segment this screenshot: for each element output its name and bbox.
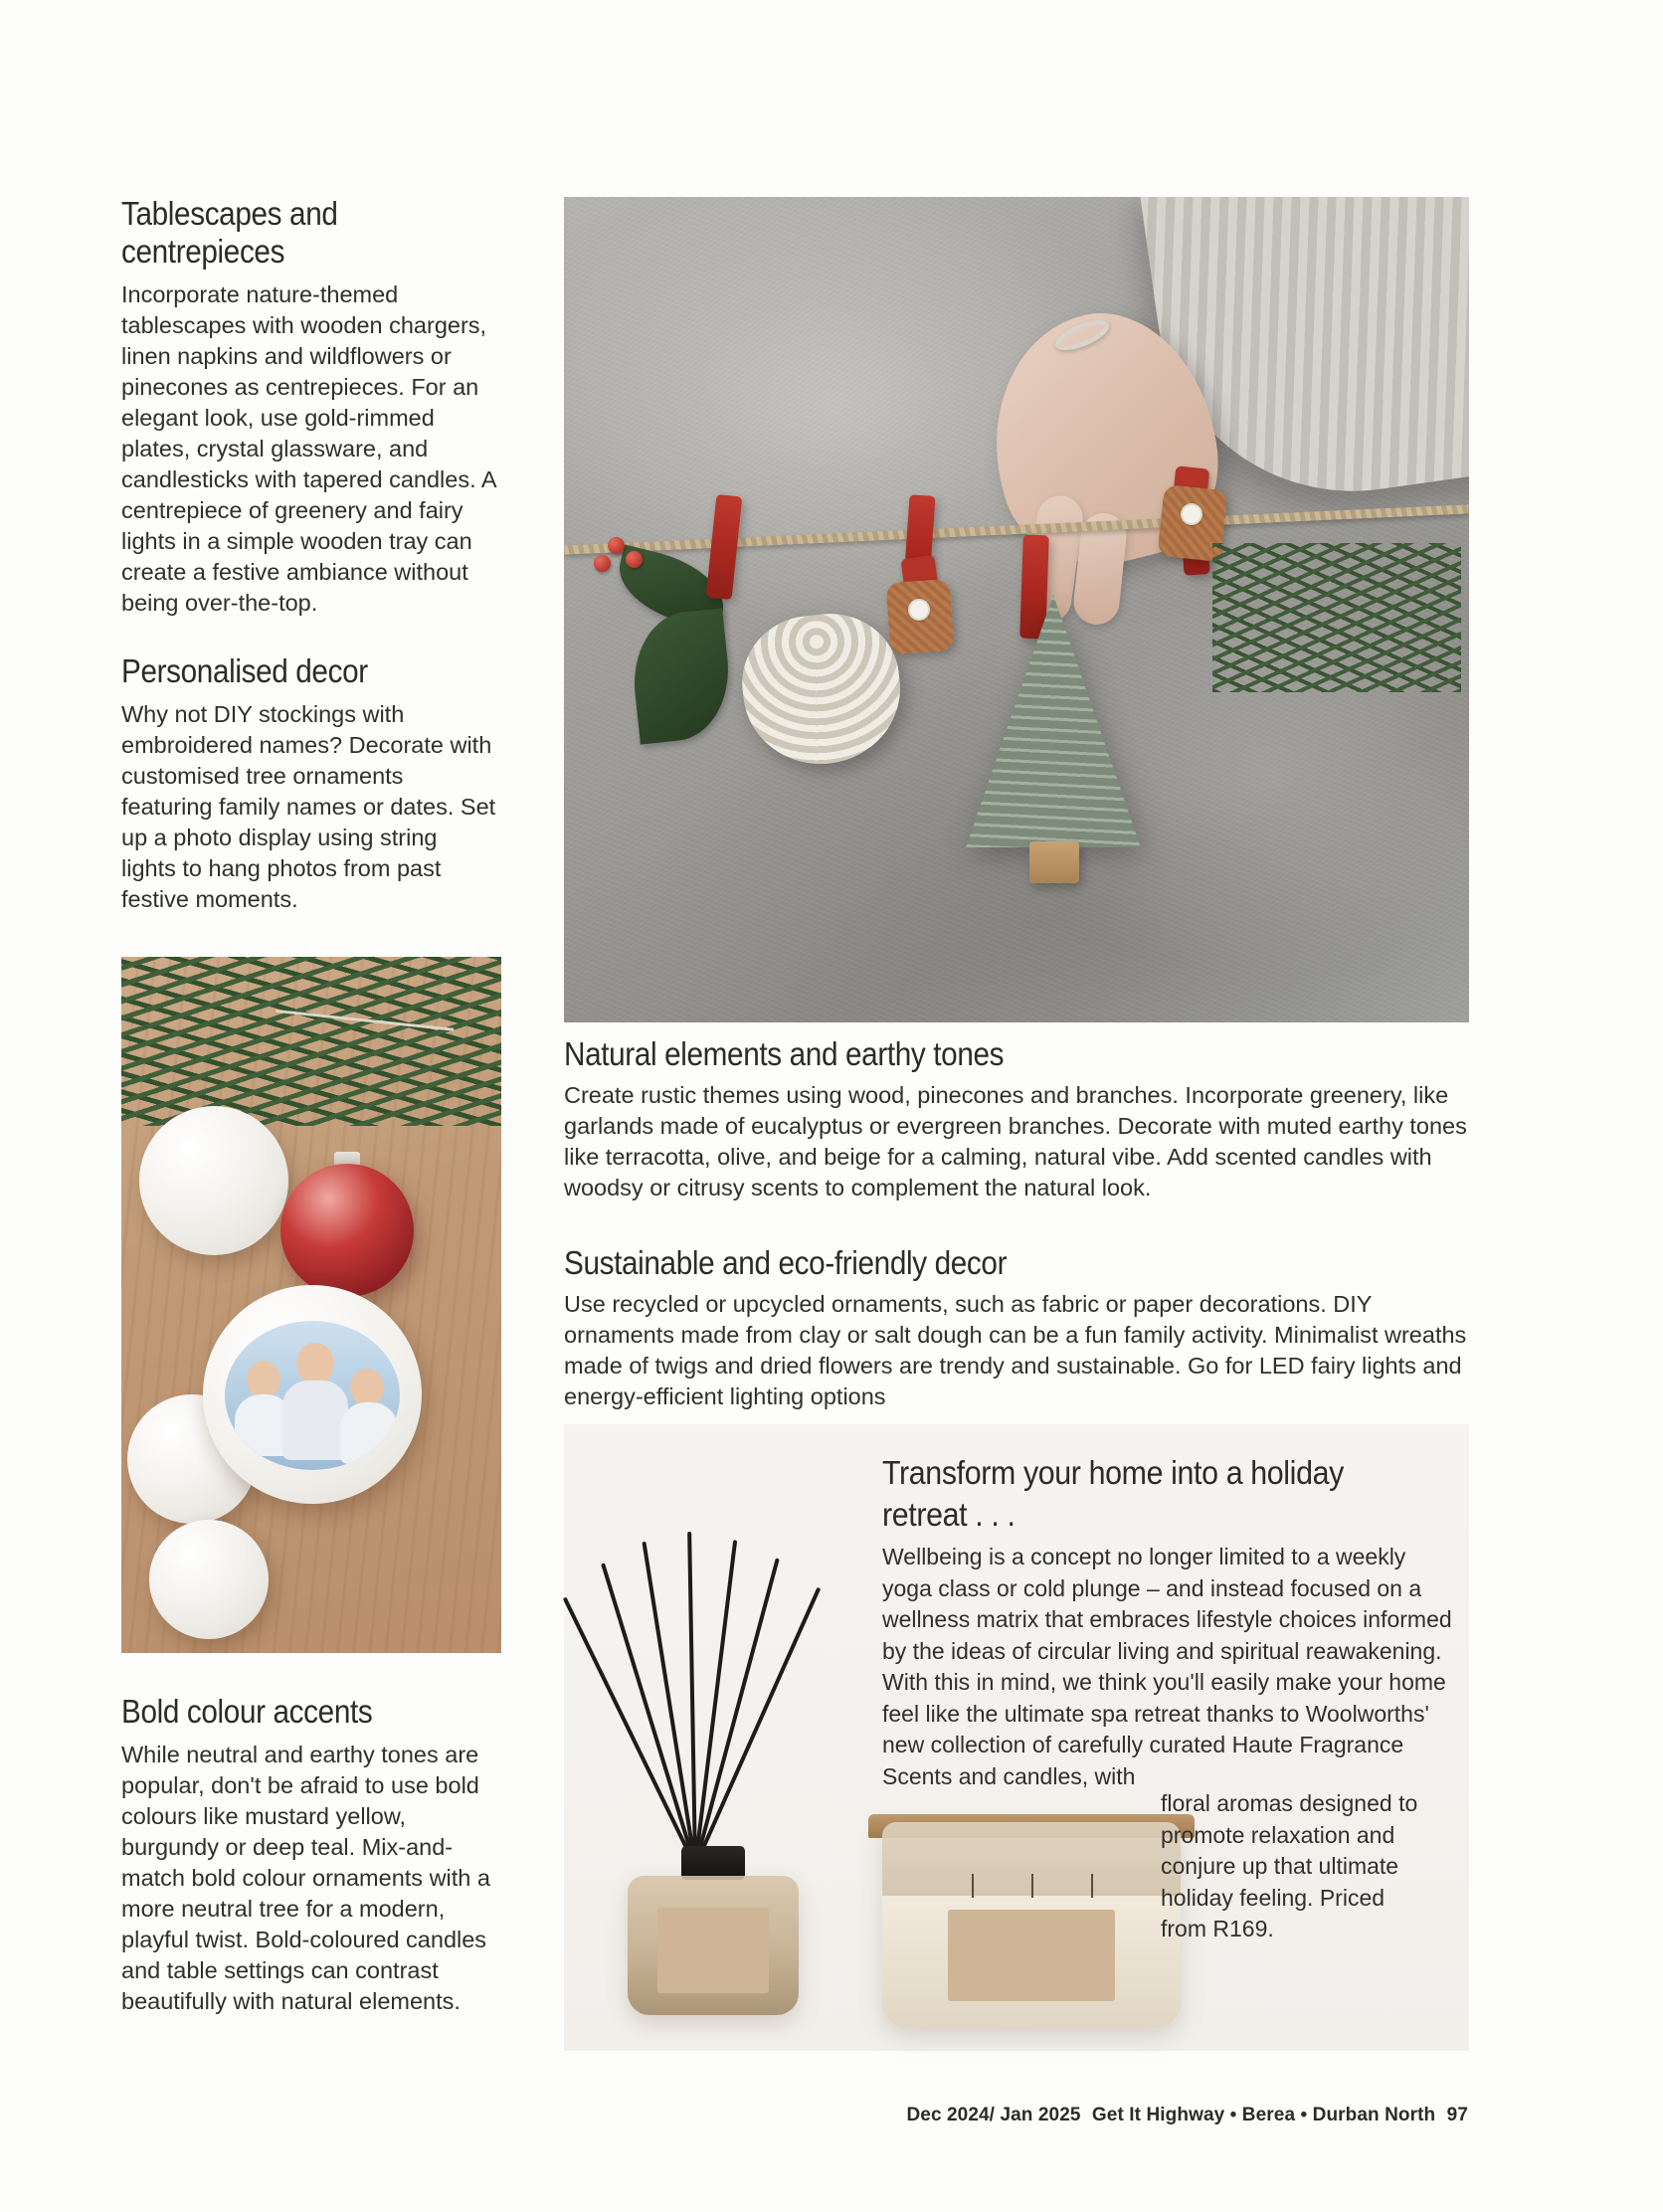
diffuser-reed (693, 1558, 780, 1866)
feature-box-holiday-retreat (564, 1424, 1469, 2051)
feature-body-main: Wellbeing is a concept no longer limited to a weekly yoga class or cold plunge – and instead focused on a wellness matrix that embraces lifestyle choices informed by the ideas of circular living and spiritual reawakening. With this in mind, we think you'll easily make your home feel like the ultimate spa retreat thanks to Woolworths' new collection of carefully curated Haute Fragrance Scents and candles, with (882, 1544, 1452, 1789)
diffuser-label (657, 1908, 769, 1993)
child-head (350, 1369, 384, 1406)
footer-publication: Get It Highway • Berea • Durban North (1091, 2105, 1436, 2125)
holly-berry (594, 555, 611, 572)
white-bauble (149, 1520, 269, 1639)
footer-page-number: 97 (1446, 2105, 1468, 2125)
ornament-button (908, 599, 930, 621)
diffuser-jar (628, 1876, 799, 2015)
feature-heading: Transform your home into a holiday retreat . . . (882, 1454, 1344, 1533)
tablescapes-heading: Tablescapes and centrepieces (121, 195, 338, 270)
candle-wick (1091, 1874, 1093, 1898)
candle-label (948, 1910, 1115, 2001)
christmas-garland-twine-photo (564, 197, 1469, 1022)
feature-text-block (882, 1452, 1459, 1792)
section-bold-colour-accents (121, 1693, 497, 2017)
white-bauble (139, 1106, 288, 1255)
sustainable-body: Use recycled or upcycled ornaments, such as fabric or paper decorations. DIY ornaments made from clay or salt dough can be a fun family activity. Minimalist wreaths made of twigs and dried flowers are trendy and sustainable. Go for LED fairy lights and energy-efficient lighting options (564, 1291, 1467, 1409)
baubles-photo-ornament-photo (121, 957, 501, 1653)
reed-diffuser-photo (564, 1424, 862, 2051)
diffuser-neck (681, 1846, 745, 1880)
photo-ornament (203, 1285, 422, 1504)
fir-sprig (1212, 543, 1461, 692)
red-bauble (280, 1164, 414, 1297)
adult-head (296, 1343, 334, 1384)
diffuser-reed (601, 1563, 697, 1866)
section-personalised-decor (121, 652, 497, 915)
holly-berry (626, 551, 643, 568)
diffuser-reed (563, 1596, 697, 1866)
bold-colour-heading: Bold colour accents (121, 1693, 373, 1730)
family-photo (225, 1321, 400, 1470)
personalised-decor-heading: Personalised decor (121, 652, 368, 689)
section-sustainable-decor (564, 1243, 1469, 1412)
sustainable-heading: Sustainable and eco-friendly decor (564, 1244, 1008, 1281)
bold-colour-body: While neutral and earthy tones are popular, don't be afraid to use bold colours like mustard yellow, burgundy or deep teal. Mix-and-match bold colour ornaments with a more neutral tree for a modern, playful twist. Bold-coloured candles and table settings can contrast beautifully with natural elements. (121, 1742, 490, 2014)
personalised-decor-body: Why not DIY stockings with embroidered names? Decorate with customised tree ornaments featuring family names or dates. Set up a photo display using string lights to hang photos from past festive moments. (121, 701, 496, 912)
holly-berry (608, 537, 625, 554)
section-natural-elements (564, 1034, 1469, 1203)
page-footer (0, 2105, 1663, 2126)
ornament-button (1181, 503, 1202, 525)
natural-elements-heading: Natural elements and earthy tones (564, 1035, 1005, 1072)
footer-issue: Dec 2024/ Jan 2025 (906, 2105, 1081, 2125)
adult-body (282, 1381, 348, 1460)
candle-wick (972, 1874, 974, 1898)
section-tablescapes (121, 195, 497, 619)
feature-body-wrap: floral aromas designed to promote relaxation and conjure up that ultimate holiday feeling. Priced from R169. (1161, 1790, 1418, 1941)
natural-elements-body: Create rustic themes using wood, pinecones and branches. Incorporate greenery, like garlands made of eucalyptus or evergreen branches. Decorate with muted earthy tones like terracotta, olive, and beige for a calming, natural vibe. Add scented candles with woodsy or citrusy scents to complement the natural look. (564, 1082, 1467, 1200)
tree-trunk (1029, 841, 1079, 883)
candle-wick (1031, 1874, 1033, 1898)
child-head (247, 1361, 280, 1398)
tablescapes-body: Incorporate nature-themed tablescapes with wooden chargers, linen napkins and wildflowers or pinecones as centrepieces. For an elegant look, use gold-rimmed plates, crystal glassware, and candlesticks with tapered candles. A centrepiece of greenery and fairy lights in a simple wooden tray can create a festive ambiance without being over-the-top. (121, 281, 496, 616)
child-body (340, 1402, 398, 1464)
three-wick-candle-photo (882, 1822, 1181, 2027)
